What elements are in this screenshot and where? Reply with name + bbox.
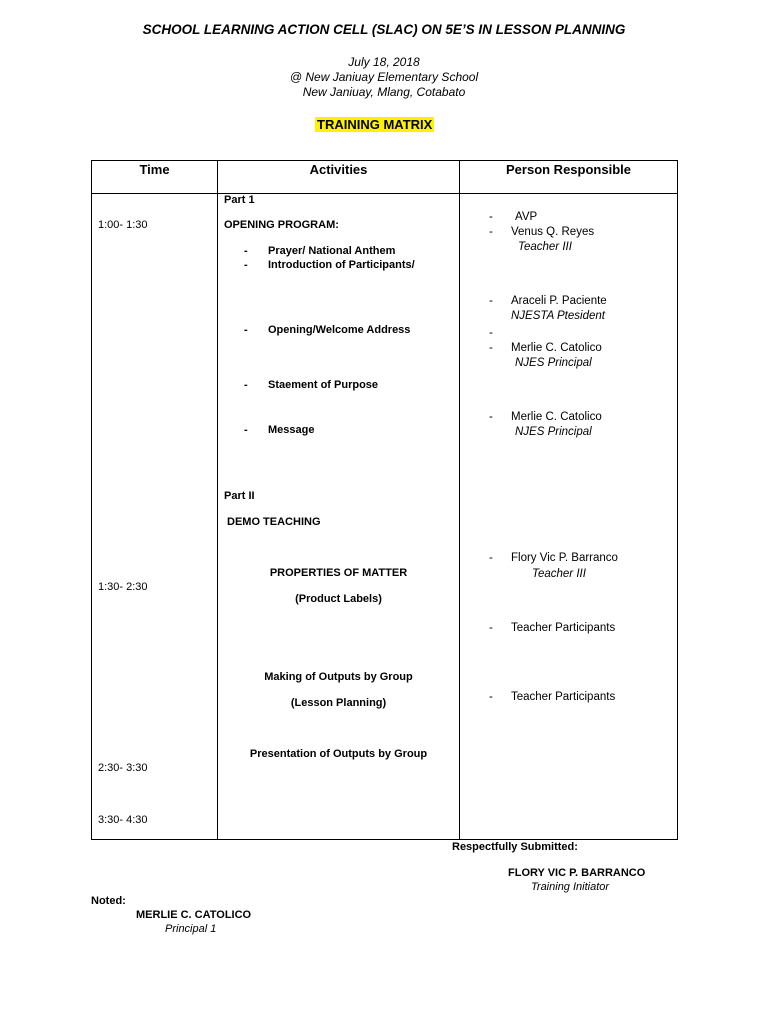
activity-making-outputs: Making of Outputs by Group [264, 671, 413, 683]
bullet-dash: - [244, 424, 248, 436]
activity-introduction: Introduction of Participants/ [268, 259, 415, 271]
person-teacher-participants: Teacher Participants [511, 691, 616, 703]
event-address: New Janiuay, Mlang, Cotabato [302, 85, 466, 99]
activity-presentation: Presentation of Outputs by Group [249, 748, 428, 760]
bullet-dash: - [244, 245, 248, 257]
bullet-dash: - [244, 324, 248, 336]
submitted-label: Respectfully Submitted: [452, 841, 578, 853]
activity-prayer: Prayer/ National Anthem [268, 245, 396, 257]
bullet-dash: - [489, 411, 493, 423]
person-merlie: Merlie C. Catolico [511, 342, 602, 354]
bullet-dash: - [489, 327, 493, 339]
person-araceli: Araceli P. Paciente [511, 295, 607, 307]
initiator-name: FLORY VIC P. BARRANCO [508, 867, 646, 879]
header-activities: Activities [309, 162, 368, 177]
header-divider [92, 193, 677, 194]
person-teacher-participants: Teacher Participants [511, 622, 616, 634]
header-person-responsible: Person Responsible [506, 162, 631, 177]
bullet-dash: - [489, 226, 493, 238]
bullet-dash: - [244, 379, 248, 391]
time-slot: 3:30- 4:30 [98, 814, 148, 826]
time-slot: 1:00- 1:30 [98, 219, 148, 231]
bullet-dash: - [489, 622, 493, 634]
noted-name: MERLIE C. CATOLICO [136, 909, 252, 921]
activity-product-labels: (Product Labels) [295, 593, 382, 605]
noted-label: Noted: [91, 895, 126, 907]
role-flory: Teacher III [532, 568, 586, 580]
person-merlie: Merlie C. Catolico [511, 411, 602, 423]
bullet-dash: - [489, 342, 493, 354]
noted-role: Principal 1 [165, 923, 217, 935]
document-title: SCHOOL LEARNING ACTION CELL (SLAC) ON 5E’S IN LESSON PLANNING [142, 22, 626, 37]
role-merlie: NJES Principal [515, 357, 592, 369]
training-matrix-table [91, 160, 678, 840]
activity-purpose: Staement of Purpose [268, 379, 379, 391]
role-venus: Teacher III [518, 241, 572, 253]
column-divider [217, 161, 218, 839]
part-1-label: Part 1 [224, 194, 255, 206]
bullet-dash: - [489, 211, 493, 223]
role-araceli: NJESTA Ptesident [511, 310, 605, 322]
time-slot: 2:30- 3:30 [98, 762, 148, 774]
event-date: July 18, 2018 [348, 55, 420, 69]
event-venue: @ New Janiuay Elementary School [289, 70, 479, 84]
column-divider [459, 161, 460, 839]
bullet-dash: - [489, 295, 493, 307]
person-venus: Venus Q. Reyes [511, 226, 595, 238]
activity-message: Message [268, 424, 315, 436]
matrix-title: TRAINING MATRIX [317, 117, 433, 132]
time-slot: 1:30- 2:30 [98, 581, 148, 593]
activity-properties: PROPERTIES OF MATTER [269, 567, 408, 579]
bullet-dash: - [489, 691, 493, 703]
activity-welcome: Opening/Welcome Address [268, 324, 411, 336]
opening-program-label: OPENING PROGRAM: [224, 219, 339, 231]
role-merlie: NJES Principal [515, 426, 592, 438]
activity-lesson-planning: (Lesson Planning) [290, 697, 387, 709]
part-2-label: Part II [224, 490, 255, 502]
bullet-dash: - [489, 552, 493, 564]
person-flory: Flory Vic P. Barranco [511, 552, 618, 564]
person-avp: AVP [515, 211, 538, 223]
initiator-role: Training Initiator [531, 881, 610, 893]
header-time: Time [139, 162, 170, 177]
bullet-dash: - [244, 259, 248, 271]
demo-teaching-label: DEMO TEACHING [227, 516, 321, 528]
